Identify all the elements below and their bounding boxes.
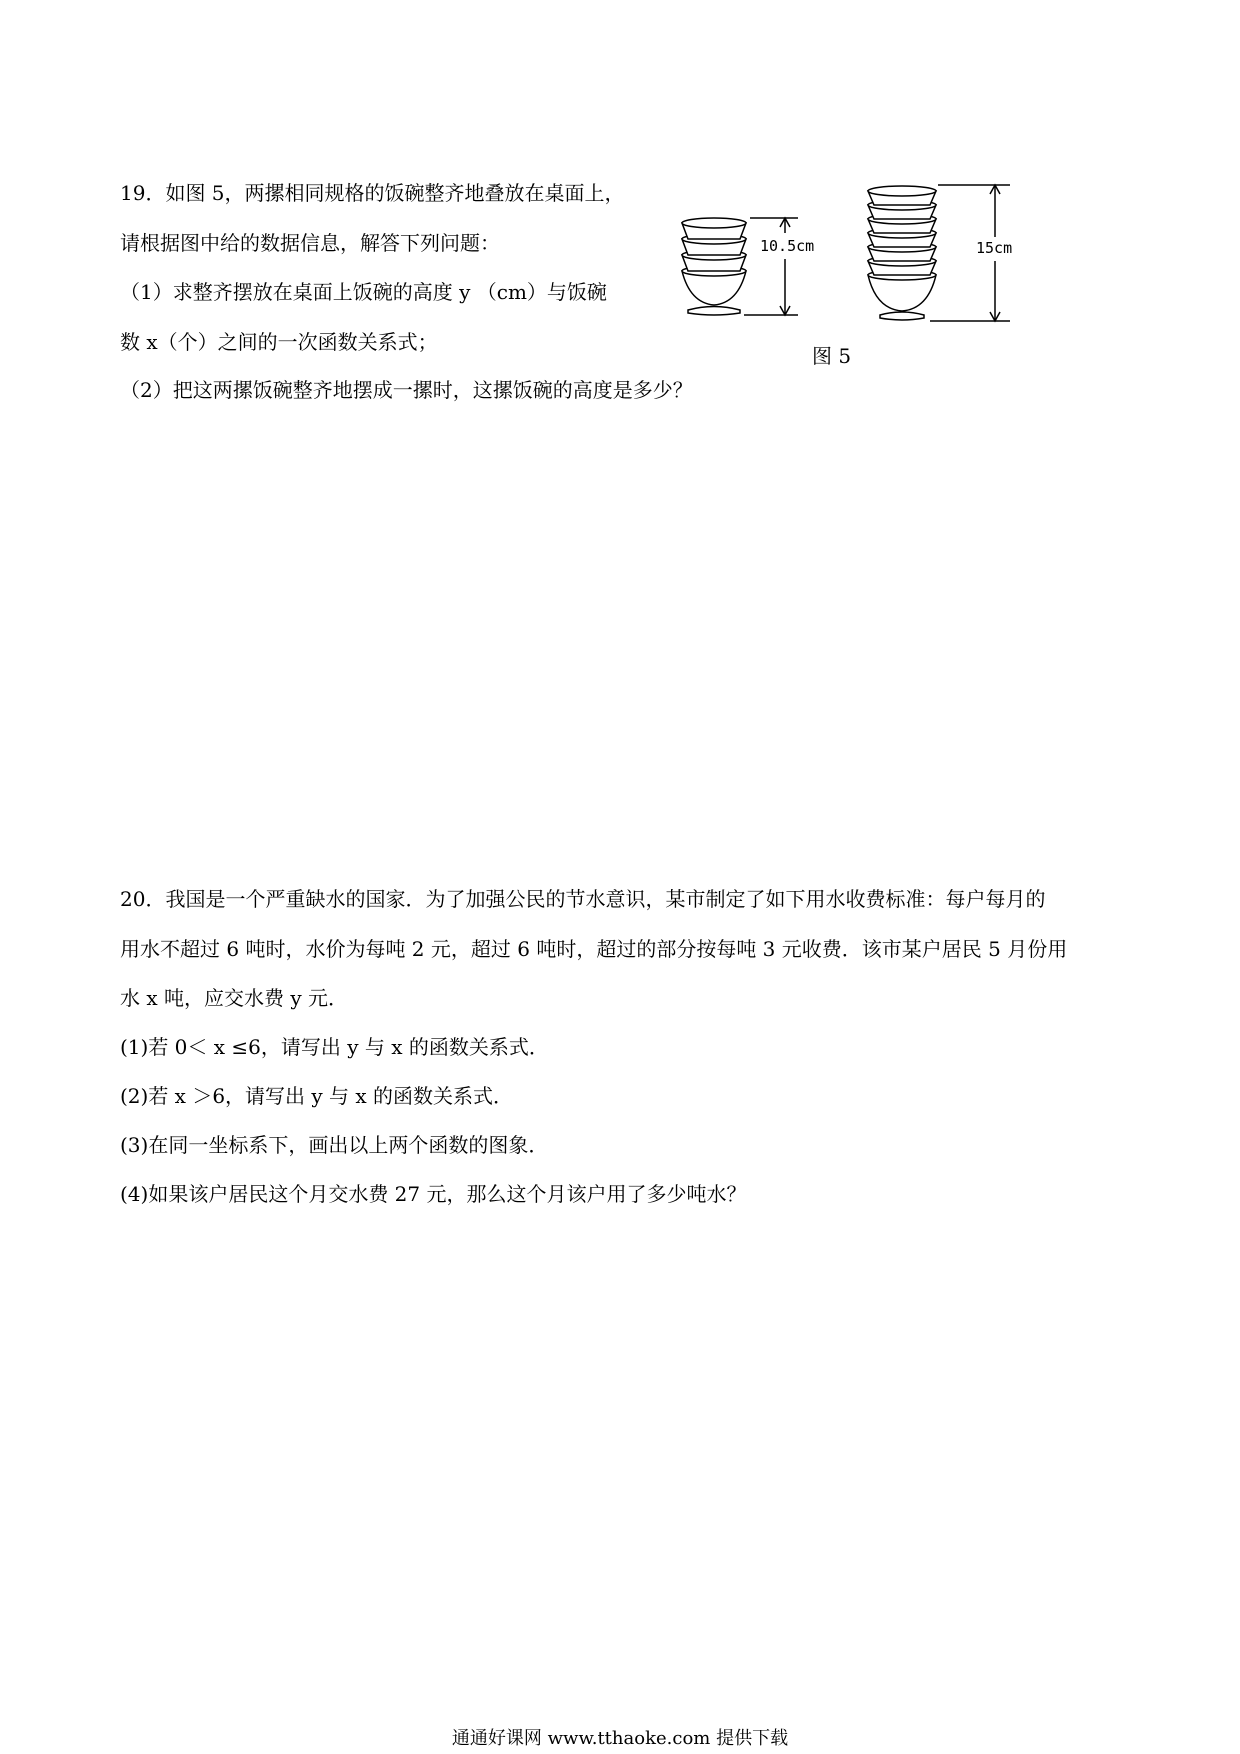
q20-part-3: (3)在同一坐标系下，画出以上两个函数的图象． bbox=[120, 1133, 549, 1157]
q20-part-4: (4)如果该户居民这个月交水费 27 元，那么这个月该户用了多少吨水？ bbox=[120, 1182, 747, 1206]
right-height-label: 15cm bbox=[976, 239, 1013, 257]
left-bowl-stack bbox=[682, 218, 746, 315]
right-bowl-stack bbox=[868, 186, 936, 320]
q20-line-2: 用水不超过 6 吨时，水价为每吨 2 元，超过 6 吨时，超过的部分按每吨 3 元收费．该市某户居民 5 月份用 bbox=[120, 937, 1068, 961]
left-height-dimension bbox=[744, 218, 798, 315]
q19-part-2: （2）把这两摞饭碗整齐地摆成一摞时，这摞饭碗的高度是多少？ bbox=[120, 378, 693, 402]
q19-part-1-line-1: （1）求整齐摆放在桌面上饭碗的高度 y （cm）与饭碗 bbox=[120, 280, 607, 304]
page-footer: 通通好课网 www.tthaoke.com 提供下载 bbox=[451, 1728, 789, 1749]
q20-line-3: 水 x 吨，应交水费 y 元． bbox=[120, 986, 349, 1010]
q19-part-1-line-2: 数 x（个）之间的一次函数关系式； bbox=[120, 330, 438, 354]
q20-line-1: 20．我国是一个严重缺水的国家．为了加强公民的节水意识，某市制定了如下用水收费标准：每户每月的 bbox=[120, 887, 1046, 911]
q19-line-1: 19．如图 5，两摞相同规格的饭碗整齐地叠放在桌面上， bbox=[120, 181, 625, 205]
left-height-label: 10.5cm bbox=[760, 237, 815, 255]
q19-line-2: 请根据图中给的数据信息，解答下列问题： bbox=[120, 231, 500, 255]
q20-part-1: (1)若 0＜ x ≤6，请写出 y 与 x 的函数关系式． bbox=[120, 1035, 549, 1059]
figure-5-bowl-stacks bbox=[680, 175, 1020, 325]
figure-5-caption: 图 5 bbox=[812, 344, 852, 368]
q20-part-2: (2)若 x ＞6，请写出 y 与 x 的函数关系式． bbox=[120, 1084, 514, 1108]
